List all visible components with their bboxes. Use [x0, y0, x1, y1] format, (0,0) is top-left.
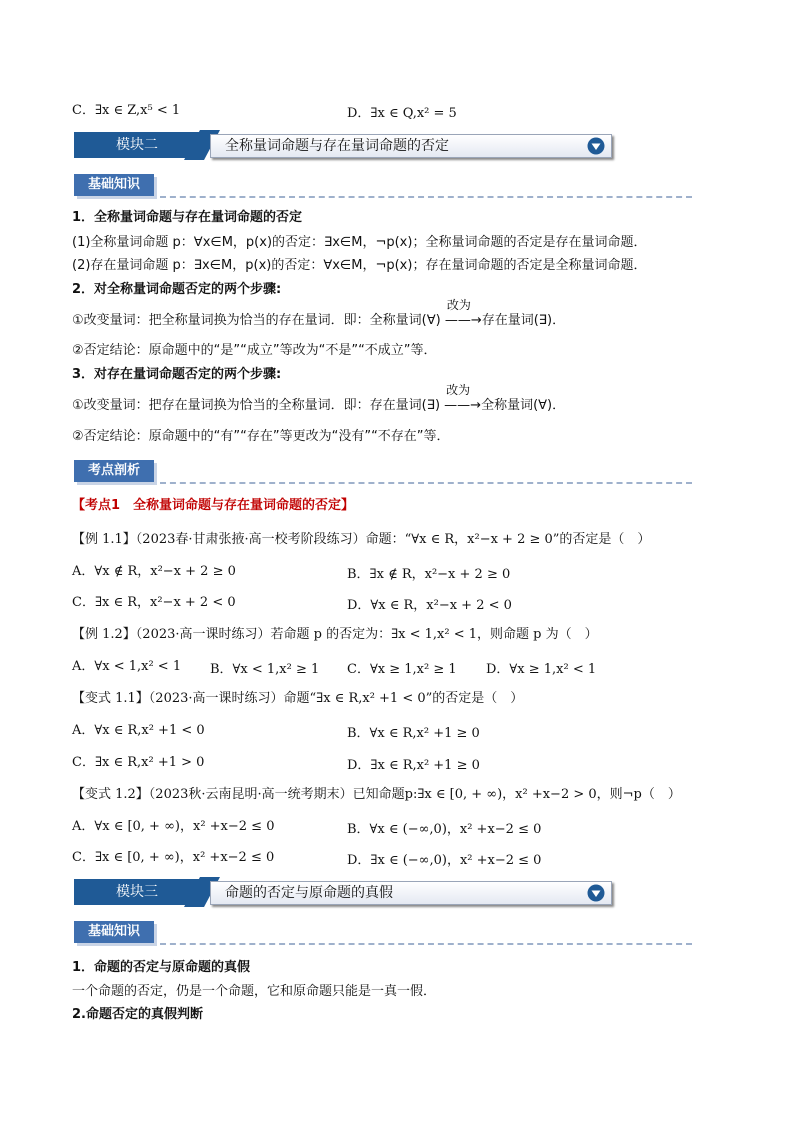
basics-step-1	[72, 298, 566, 330]
example-1-1-option-a: A．∀x ∉ R，x²−x + 2 ≥ 0	[72, 564, 236, 579]
divider	[160, 196, 692, 198]
step1-arrow-glyph: ——→	[444, 313, 482, 328]
example-1-2-option-b: B．∀x < 1,x² ≥ 1	[210, 662, 320, 677]
variant-1-1-option-b: B．∀x ∈ R,x² +1 ≥ 0	[347, 726, 480, 741]
variant-1-1-option-a: A．∀x ∈ R,x² +1 < 0	[72, 723, 205, 738]
basics-line-2: (2)存在量词命题 p：∃x∈M，p(x)的否定：∀x∈M，¬p(x)；存在量词命题的否定是全称量词命题．	[72, 258, 647, 273]
basics-step-4: ②否定结论：原命题中的“有”“存在”等更改为“没有”“不存在”等．	[72, 429, 450, 444]
module3-title: 命题的否定与原命题的真假	[225, 885, 393, 901]
analysis-tab: 考点剖析	[74, 460, 154, 482]
option-d-top: D．∃x ∈ Q,x² = 5	[347, 106, 457, 121]
basics-heading-2: 2．对全称量词命题否定的两个步骤:	[72, 282, 282, 297]
option-c-top: C．∃x ∈ Z,x⁵ < 1	[72, 103, 181, 118]
example-1-2-option-a: A．∀x < 1,x² < 1	[72, 659, 182, 674]
module3-label: 模块三	[74, 879, 200, 905]
divider	[160, 482, 692, 484]
kaodian-1-heading: 【考点1 全称量词命题与存在量词命题的否定】	[72, 498, 355, 513]
variant-1-1-option-c: C．∃x ∈ R,x² +1 > 0	[72, 755, 205, 770]
step3-arrow	[444, 383, 482, 415]
basics-line-1: (1)全称量词命题 p：∀x∈M，p(x)的否定：∃x∈M，¬p(x)；全称量词命题的否定是存在量词命题．	[72, 235, 647, 250]
module2-title-box	[210, 134, 612, 158]
example-1-1-option-c: C．∃x ∈ R，x²−x + 2 < 0	[72, 595, 236, 610]
basics-tab-2: 基础知识	[74, 921, 154, 943]
module3-banner	[74, 879, 614, 905]
step3-result: 全称量词(∀)．	[481, 398, 566, 413]
variant-1-2-option-d: D．∃x ∈ (−∞,0)，x² +x−2 ≤ 0	[347, 853, 542, 868]
basics-step-3	[72, 383, 566, 415]
basics-heading-3: 3．对存在量词命题否定的两个步骤:	[72, 367, 282, 382]
basics-step-2: ②否定结论：原命题中的“是”“成立”等改为“不是”“不成立”等．	[72, 343, 437, 358]
step3-arrow-label: 改为	[446, 383, 471, 397]
collapse-arrow-icon[interactable]	[587, 137, 605, 155]
example-1-2-option-c: C．∀x ≥ 1,x² ≥ 1	[347, 662, 457, 677]
example-1-1-option-d: D．∀x ∈ R，x²−x + 2 < 0	[347, 598, 512, 613]
divider	[160, 943, 692, 945]
variant-1-2-stem: 【变式 1.2】（2023秋·云南昆明·高一统考期末）已知命题p:∃x ∈ [0, + ∞)，x² +x−2 > 0，则¬p（ ）	[72, 787, 681, 802]
basics2-line-1: 一个命题的否定，仍是一个命题，它和原命题只能是一真一假．	[72, 984, 437, 999]
step3-text: ①改变量词：把存在量词换为恰当的全称量词．即：存在量词(∃)	[72, 398, 445, 413]
basics2-heading-2: 2.命题否定的真假判断	[72, 1007, 203, 1022]
example-1-1-stem: 【例 1.1】（2023春·甘肃张掖·高一校考阶段练习）命题：“∀x ∈ R，x²−x + 2 ≥ 0”的否定是（ ）	[72, 532, 651, 547]
step1-result: 存在量词(∃)．	[481, 313, 566, 328]
collapse-arrow-icon[interactable]	[587, 884, 605, 902]
basics-tab: 基础知识	[74, 174, 154, 196]
module3-title-box	[210, 881, 612, 905]
module2-banner	[74, 132, 614, 158]
example-1-1-option-b: B．∃x ∉ R，x²−x + 2 ≥ 0	[347, 567, 511, 582]
variant-1-2-option-b: B．∀x ∈ (−∞,0)，x² +x−2 ≤ 0	[347, 822, 542, 837]
module2-title: 全称量词命题与存在量词命题的否定	[225, 138, 449, 154]
basics2-heading-1: 1．命题的否定与原命题的真假	[72, 960, 251, 975]
example-1-2-stem: 【例 1.2】（2023·高一课时练习）若命题 p 的否定为：∃x < 1,x² < 1，则命题 p 为（ ）	[72, 627, 598, 642]
variant-1-2-option-a: A．∀x ∈ [0, + ∞)，x² +x−2 ≤ 0	[72, 819, 275, 834]
basics-heading-1: 1．全称量词命题与存在量词命题的否定	[72, 210, 303, 225]
step1-text: ①改变量词：把全称量词换为恰当的存在量词．即：全称量词(∀)	[72, 313, 445, 328]
variant-1-1-stem: 【变式 1.1】（2023·高一课时练习）命题“∃x ∈ R,x² +1 < 0”的否定是（ ）	[72, 691, 524, 706]
module2-label: 模块二	[74, 132, 200, 158]
step3-arrow-glyph: ——→	[444, 398, 482, 413]
variant-1-1-option-d: D．∃x ∈ R,x² +1 ≥ 0	[347, 758, 480, 773]
step1-arrow-label: 改为	[446, 298, 471, 312]
step1-arrow	[444, 298, 482, 330]
example-1-2-option-d: D．∀x ≥ 1,x² < 1	[486, 662, 597, 677]
variant-1-2-option-c: C．∃x ∈ [0, + ∞)，x² +x−2 ≤ 0	[72, 850, 275, 865]
